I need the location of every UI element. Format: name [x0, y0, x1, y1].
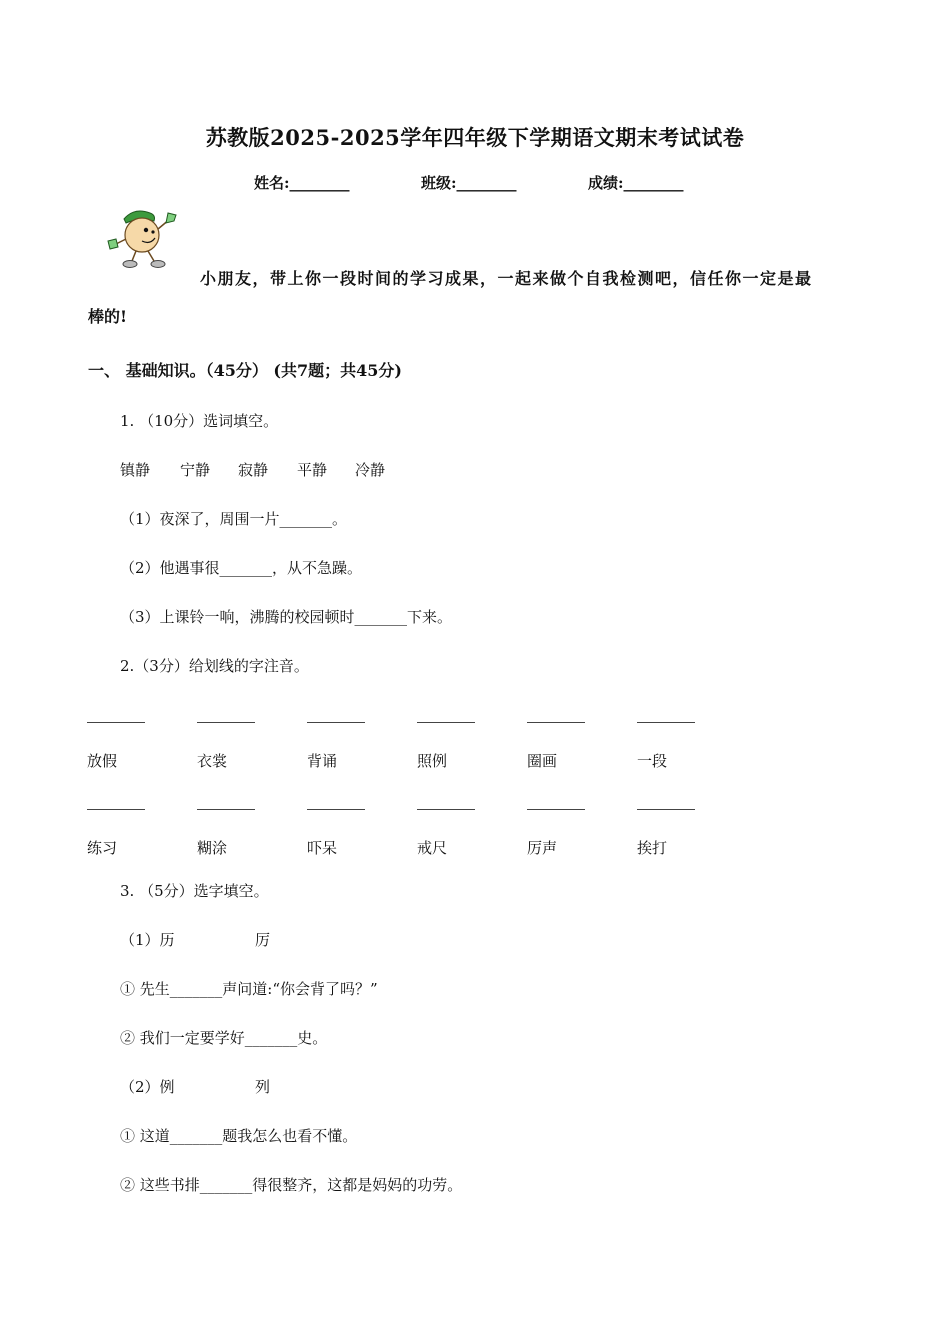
q3-item: ② 这些书排_______得很整齐，这都是妈妈的功劳。	[120, 1176, 463, 1194]
q1-item: （3）上课铃一响，沸腾的校园顿时_______下来。	[120, 608, 453, 626]
question-2-stem: 2.（3分）给划线的字注音。	[120, 657, 309, 675]
intro-text-line1: 小朋友，带上你一段时间的学习成果，一起来做个自我检测吧，信任你一定是最	[200, 269, 813, 288]
q1-option: 冷静	[355, 461, 386, 479]
pinyin-blank	[637, 722, 695, 723]
q2-word: 挨打	[637, 839, 668, 857]
pinyin-blank	[197, 809, 255, 810]
pinyin-blank	[637, 809, 695, 810]
q2-word: 练习	[87, 839, 118, 857]
pinyin-blank	[527, 722, 585, 723]
pinyin-blank	[87, 809, 145, 810]
pinyin-blank	[307, 809, 365, 810]
pinyin-blank	[417, 722, 475, 723]
intro-text-line2: 棒的!	[88, 307, 128, 326]
page-title: 苏教版2025-2025学年四年级下学期语文期末考试试卷	[205, 125, 745, 150]
q3-group2-label: （2）例	[120, 1078, 175, 1096]
q2-word: 照例	[417, 752, 448, 770]
pinyin-blank	[87, 722, 145, 723]
q3-item: ① 这道_______题我怎么也看不懂。	[120, 1127, 358, 1145]
q2-word: 放假	[87, 752, 118, 770]
q3-group2-alt: 列	[255, 1078, 271, 1096]
q1-item: （2）他遇事很_______，从不急躁。	[120, 559, 363, 577]
pinyin-blank	[197, 722, 255, 723]
q2-word: 厉声	[527, 839, 558, 857]
q2-word: 戒尺	[417, 839, 448, 857]
q1-option: 平静	[297, 461, 328, 479]
q1-option: 寂静	[238, 461, 269, 479]
pinyin-blank	[527, 809, 585, 810]
question-1-stem: 1. （10分）选词填空。	[120, 412, 279, 430]
question-3-stem: 3. （5分）选字填空。	[120, 882, 269, 900]
class-field-label: 班级:________	[421, 174, 517, 192]
q2-word: 背诵	[307, 752, 338, 770]
score-field-label: 成绩:________	[588, 174, 684, 192]
q3-group1-label: （1）历	[120, 931, 175, 949]
pinyin-blank	[307, 722, 365, 723]
section-heading: 一、 基础知识。（45分） (共7题；共45分)	[88, 361, 402, 380]
q2-word: 糊涂	[197, 839, 228, 857]
q1-option: 镇静	[120, 461, 151, 479]
q1-item: （1）夜深了，周围一片_______。	[120, 510, 348, 528]
q3-item: ② 我们一定要学好_______史。	[120, 1029, 328, 1047]
q2-word: 圈画	[527, 752, 558, 770]
pinyin-blank	[417, 809, 475, 810]
q1-option: 宁静	[180, 461, 211, 479]
name-field-label: 姓名:________	[254, 174, 350, 192]
q2-word: 吓呆	[307, 839, 338, 857]
q3-group1-alt: 厉	[255, 931, 271, 949]
q2-word: 衣裳	[197, 752, 228, 770]
q3-item: ① 先生_______声问道:“你会背了吗？”	[120, 980, 378, 998]
mascot-illustration	[106, 205, 188, 271]
q2-word: 一段	[637, 752, 668, 770]
